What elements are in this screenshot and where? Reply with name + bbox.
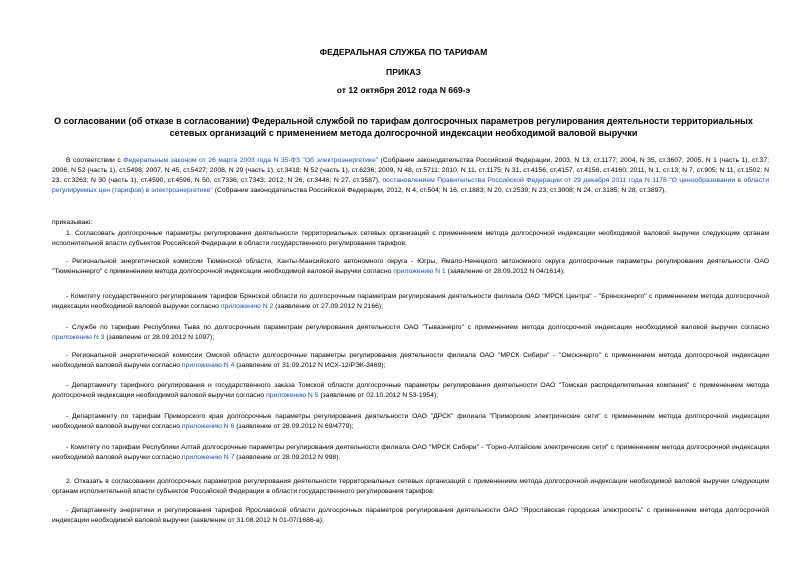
appendix-4-link[interactable]: приложению N 4 bbox=[181, 362, 235, 369]
list-item-text: - Департаменту тарифного регулирования и государственного заказа Томской области долгосрочные параметры регулирования деятельности ОАО "Томская распределительная компания" с применением метода долгосрочной индексации необходимой валовой выручки согласно bbox=[52, 382, 769, 399]
item-1-paragraph: 1. Согласовать долгосрочные параметры регулирования деятельности территориальных сетевых организаций с применением метода долгосрочной индексации необходимой валовой выручки следующим органам исполнительной власти субъектов Российской Федерации в области государственного регулирования тарифов: bbox=[52, 230, 769, 247]
list-item: - Департаменту энергетики и регулирования тарифов Ярославской области долгосрочных параметров регулирования деятельности ОАО "Ярославская городская электросеть" с применением метода долгосрочной индексации необходимой валовой выручки (заявление от 31.08.2012 N 01-07/1686-а); bbox=[52, 507, 769, 524]
list-item-text: (заявление от 28.09.2012 N 69/4779); bbox=[234, 423, 354, 430]
list-item-text: - Департаменту по тарифам Приморского края долгосрочные параметры регулирования деятельности ОАО "ДРСК" филиала "Приморские электрические сети" с применением метода долгосрочной индексации необходимой валовой выручки согласно bbox=[52, 413, 769, 430]
document-title: О согласовании (об отказе в согласовании) Федеральной службой по тарифам долгосрочных параметров регулирования деятельности территориальных сетевых организаций с применением метода долгосрочной индексации необходимой валовой выручки bbox=[54, 116, 753, 138]
list-item-text: (заявление от 28.09.2012 N 1097); bbox=[104, 334, 215, 341]
list-item-text: - Региональной энергетической комиссии Омской области долгосрочные параметры регулирования деятельности филиала ОАО "МРСК Сибири" - "Омскэнерго" с применением метода долгосрочной индексации необходимой валовой выручки согласно bbox=[52, 352, 769, 369]
order-word: приказываю: bbox=[52, 219, 93, 226]
intro-text-2: (Собрание законодательства Российской Федерации, 2003, N 13, ст.1177; 2004, N 35, ст.3607; 2005, N 1 (часть 1), ст.37; 2006, N 52 (часть 1), ст.5498; 2007, N 45, ст.5427; 2008, N 29 (часть 1), ст.3418; N 52 (часть 1), ст.6236; 2009, N 48, ст.5711; 2010, N 11, ст.1175; N 31, ст.4156, ст.4157, ст.4158, ст.4160; 2011, N 1, ст.13; N 7, ст.905; N 11, ст.1502; N 23, ст.3263; N 30 (часть 1), ст.4590, ст.4596, N 50, ст.7336, ст.7343; 2012, N 26, ст.3446; N 27, ст.3587), bbox=[52, 157, 769, 184]
intro-text-1: В соответствии с bbox=[66, 157, 124, 164]
appendix-3-link[interactable]: приложению N 3 bbox=[52, 334, 105, 341]
government-resolution-link[interactable]: постановлением Правительства Российской Федерации от 29 декабря 2011 года N 1178 "О ценообразовании в области регулируемых цен (тарифов) в электроэнергетике" bbox=[52, 177, 769, 194]
document-date: от 12 октября 2012 года N 669-э bbox=[336, 85, 471, 95]
list-item-text: (заявление от 31.09.2012 N ИСХ-12/РЭК-3469); bbox=[234, 362, 386, 369]
intro-text-3: (Собрание законодательства Российской Федерации, 2012, N 4, ст.504; N 16, ст.1883; N 20, ст.2539; N 23, ст.3008; N 24, ст.3185; N 28, ст.3897), bbox=[212, 187, 667, 194]
list-item bbox=[52, 443, 769, 463]
appendix-1-link[interactable]: приложению N 1 bbox=[393, 268, 446, 275]
list-item-text: (заявление от 28.09.2012 N 998). bbox=[234, 454, 341, 461]
document-type: ПРИКАЗ bbox=[386, 67, 421, 77]
appendix-7-link[interactable]: приложению N 7 bbox=[181, 454, 235, 461]
list-item-text: - Комитету по тарифам Республики Алтай долгосрочные параметры регулирования деятельности филиала ОАО "МРСК Сибири" - "Горно-Алтайские электрические сети" с применением метода долгосрочной индексации необходимой валовой выручки согласно bbox=[52, 444, 769, 461]
intro-paragraph bbox=[52, 156, 769, 196]
list-item bbox=[52, 351, 769, 371]
federal-law-link[interactable]: Федеральным законом от 26 марта 2003 года N 35-ФЗ "Об электроэнергетике" bbox=[123, 157, 379, 164]
item-2-paragraph: 2. Отказать в согласовании долгосрочных параметров регулирования деятельности территориальных сетевых организаций с применением метода долгосрочной индексации необходимой валовой выручки следующим органам исполнительной власти субъектов Российской Федерации в области государственного регулирования тарифов: bbox=[52, 478, 769, 495]
list-item-text: - Комитету государственного регулирования тарифов Брянской области по долгосрочным параметрам регулирования деятельности филиала ОАО "МРСК Центра" - "Брянскэнерго" с применением метода долгосрочной индексации необходимой валовой выручки согласно bbox=[52, 293, 769, 310]
list-item-text: (заявление от 27.09.2012 N 2166); bbox=[273, 303, 384, 310]
list-item bbox=[52, 412, 769, 432]
list-item-text: - Региональной энергетической комиссии Тюменской области, Ханты-Мансийского автономного округа - Югры, Ямало-Ненецкого автономного округа долгосрочные параметры регулирования деятельности ОАО "Тюменьэнерго" с применением метода долгосрочной индексации необходимой валовой выручки согласно bbox=[52, 258, 769, 275]
list-item bbox=[52, 323, 769, 343]
list-item bbox=[52, 381, 769, 401]
appendix-6-link[interactable]: приложению N 6 bbox=[181, 423, 235, 430]
list-item bbox=[52, 292, 769, 312]
appendix-2-link[interactable]: приложению N 2 bbox=[220, 303, 274, 310]
list-item-text: (заявление от 02.10.2012 N 53-1954); bbox=[318, 392, 439, 399]
list-item bbox=[52, 257, 769, 277]
agency-name: ФЕДЕРАЛЬНАЯ СЛУЖБА ПО ТАРИФАМ bbox=[319, 47, 488, 57]
appendix-5-link[interactable]: приложению N 5 bbox=[266, 392, 319, 399]
list-item-text: (заявление от 28.09.2012 N 04/1614); bbox=[445, 268, 565, 275]
list-item-text: - Службе по тарифам Республики Тыва по долгосрочным параметрам регулирования деятельности ОАО "Тываэнерго" с применением метода долгосрочной индексации необходимой валовой выручки согласно bbox=[66, 324, 769, 331]
